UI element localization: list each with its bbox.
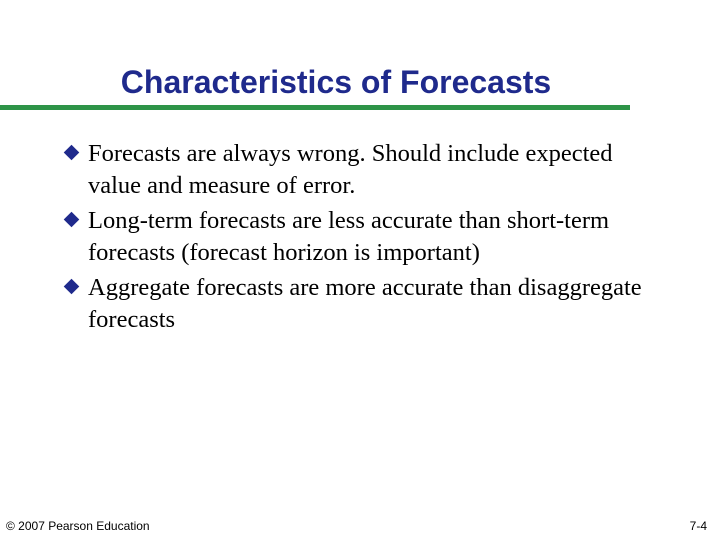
- bullet-text: Long-term forecasts are less accurate than short-term forecasts (forecast horizon is important): [88, 207, 610, 266]
- diamond-bullet-icon: [64, 279, 80, 295]
- bullet-text: Aggregate forecasts are more accurate than disaggregate forecasts: [88, 274, 642, 333]
- slide-number: 7-4: [689, 519, 707, 533]
- title-underline: [0, 105, 630, 110]
- copyright-footer: © 2007 Pearson Education: [6, 519, 150, 533]
- diamond-bullet-icon: [64, 145, 80, 161]
- diamond-bullet-icon: [64, 212, 80, 228]
- slide-title: Characteristics of Forecasts: [120, 64, 552, 100]
- bullet-text: Forecasts are always wrong. Should include expected value and measure of error.: [88, 140, 613, 199]
- bullet-item: [66, 272, 656, 336]
- bullet-item: [66, 138, 656, 202]
- bullet-list: [66, 138, 656, 339]
- bullet-item: [66, 205, 656, 269]
